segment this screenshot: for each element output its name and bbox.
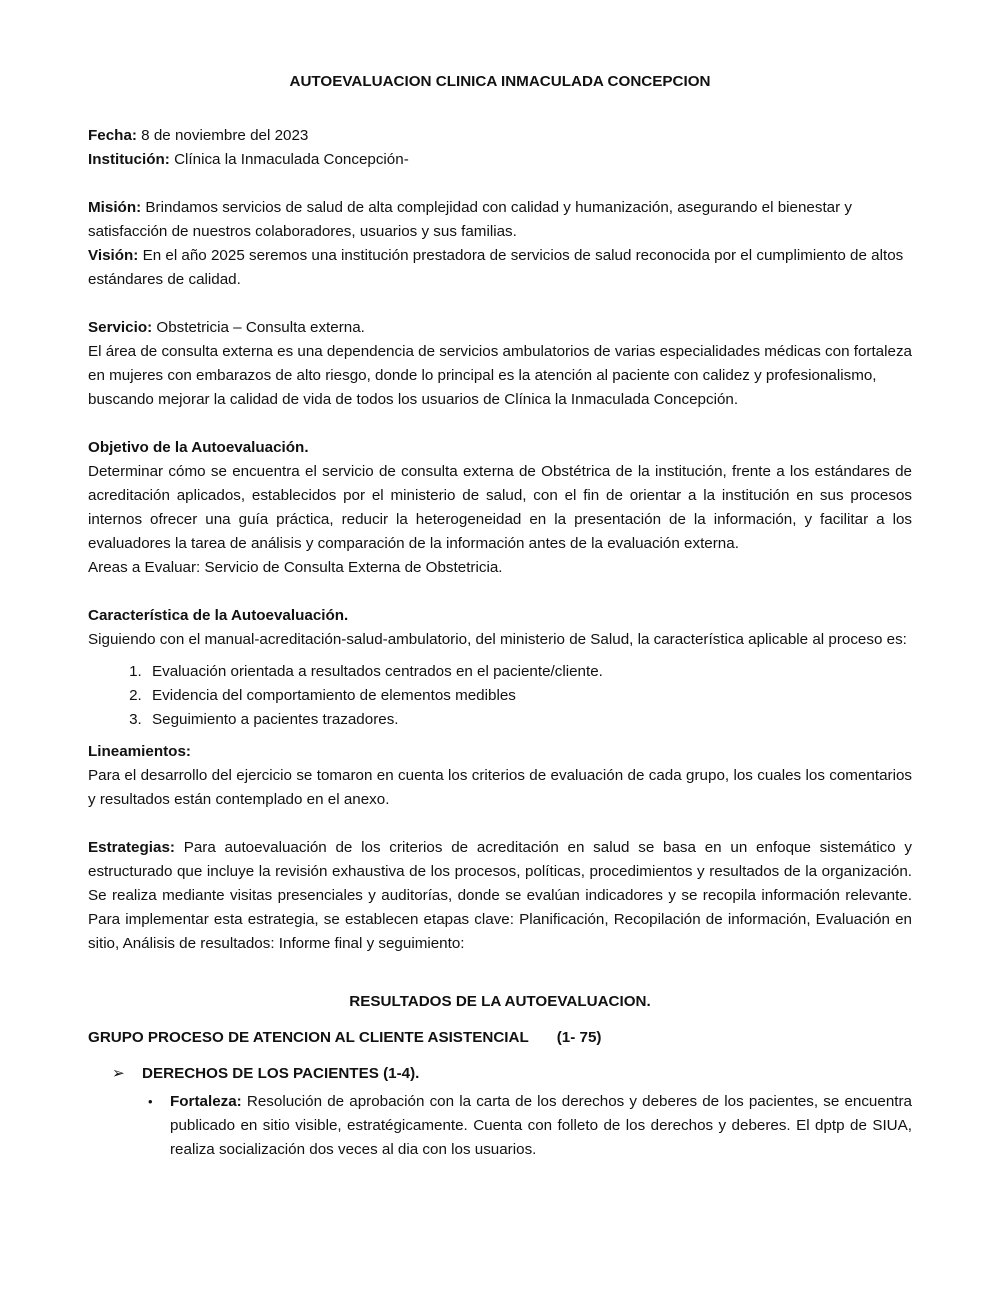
lineamientos-heading-text: Lineamientos: bbox=[88, 743, 191, 760]
vision-label: Visión: bbox=[88, 247, 139, 264]
objetivo-heading bbox=[88, 436, 912, 460]
grupo-range: (1- 75) bbox=[556, 1029, 602, 1046]
mision-text: Brindamos servicios de salud de alta complejidad con calidad y humanización, asegurando el bienestar y satisfacción de nuestros colaboradores, usuarios y sus familias. bbox=[88, 199, 853, 240]
fortaleza-text: Resolución de aprobación con la carta de los derechos y deberes de los pacientes, se encuentra publicado en sitio visible, estratégicamente. Cuenta con folleto de los derechos y deberes. El dptp de SIUA, realiza socialización dos veces al dia con los usuarios. bbox=[170, 1093, 912, 1158]
objetivo-paragraph: Determinar cómo se encuentra el servicio de consulta externa de Obstétrica de la institución, frente a los estándares de acreditación aplicados, establecidos por el ministerio de salud, con el fin de orientar a la institución en sus procesos internos ofrecer una guía práctica, reducir la heterogeneidad en la presentación de la información, y facilitar a los evaluadores la tarea de análisis y comparación de la información antes de la evaluación externa. bbox=[88, 463, 912, 552]
estrategias-label: Estrategias: bbox=[88, 839, 175, 856]
servicio-value: Obstetricia – Consulta externa. bbox=[152, 319, 365, 336]
estrategias-paragraph bbox=[88, 836, 912, 956]
institucion-value: Clínica la Inmaculada Concepción- bbox=[169, 151, 409, 168]
fecha-label: Fecha: bbox=[88, 127, 137, 144]
objetivo-heading-text: Objetivo de la Autoevaluación. bbox=[88, 439, 309, 456]
arrow-bullet-icon: ➢ bbox=[112, 1065, 125, 1082]
caracteristica-list bbox=[88, 660, 912, 732]
servicio-line bbox=[88, 316, 912, 340]
derechos-heading bbox=[88, 1062, 912, 1086]
fortaleza-item bbox=[88, 1090, 912, 1162]
list-item: 1. Evaluación orientada a resultados centrados en el paciente/cliente. bbox=[146, 660, 912, 684]
vision-text: En el año 2025 seremos una institución prestadora de servicios de salud reconocida por el cumplimiento de altos estándares de calidad. bbox=[88, 247, 904, 288]
mision-paragraph bbox=[88, 196, 912, 244]
resultados-heading: RESULTADOS DE LA AUTOEVALUACION. bbox=[349, 993, 651, 1010]
servicio-label: Servicio: bbox=[88, 319, 153, 336]
lineamientos-heading bbox=[88, 740, 912, 764]
fecha-line bbox=[88, 124, 912, 148]
list-item: 2. Evidencia del comportamiento de elementos medibles bbox=[146, 684, 912, 708]
fortaleza-label: Fortaleza: bbox=[170, 1093, 242, 1110]
vision-paragraph bbox=[88, 244, 912, 292]
derechos-heading-text: DERECHOS DE LOS PACIENTES (1-4). bbox=[142, 1065, 420, 1082]
grupo-heading-text: GRUPO PROCESO DE ATENCION AL CLIENTE ASISTENCIAL bbox=[88, 1029, 529, 1046]
caracteristica-heading-text: Característica de la Autoevaluación. bbox=[88, 607, 349, 624]
caracteristica-heading bbox=[88, 604, 912, 628]
institucion-line bbox=[88, 148, 912, 172]
list-item: 3. Seguimiento a pacientes trazadores. bbox=[146, 708, 912, 732]
estrategias-text: Para autoevaluación de los criterios de acreditación en salud se basa en un enfoque sistemático y estructurado que incluye la revisión exhaustiva de los procesos, políticas, procedimientos y resultados de la organización. Se realiza mediante visitas presenciales y auditorías, donde se evalúan indicadores y se recopila información relevante. Para implementar esta estrategia, se establecen etapas clave: Planificación, Recopilación de información, Evaluación en sitio, Análisis de resultados: Informe final y seguimiento: bbox=[88, 839, 912, 952]
grupo-heading bbox=[88, 1026, 912, 1050]
document-page bbox=[88, 70, 912, 1162]
bullet-icon: • bbox=[148, 1094, 153, 1109]
fecha-value: 8 de noviembre del 2023 bbox=[136, 127, 309, 144]
areas-line: Areas a Evaluar: Servicio de Consulta Externa de Obstetricia. bbox=[88, 559, 503, 576]
caracteristica-paragraph: Siguiendo con el manual-acreditación-salud-ambulatorio, del ministerio de Salud, la característica aplicable al proceso es: bbox=[88, 631, 907, 648]
document-title: AUTOEVALUACION CLINICA INMACULADA CONCEPCION bbox=[289, 73, 711, 90]
servicio-paragraph: El área de consulta externa es una dependencia de servicios ambulatorios de varias especialidades médicas con fortaleza en mujeres con embarazos de alto riesgo, donde lo principal es la atención al paciente con calidez y profesionalismo, buscando mejorar la calidad de vida de todos los usuarios de Clínica la Inmaculada Concepción. bbox=[88, 343, 912, 408]
mision-label: Misión: bbox=[88, 199, 142, 216]
institucion-label: Institución: bbox=[88, 151, 170, 168]
lineamientos-paragraph: Para el desarrollo del ejercicio se tomaron en cuenta los criterios de evaluación de cada grupo, los cuales los comentarios y resultados están contemplado en el anexo. bbox=[88, 767, 912, 808]
